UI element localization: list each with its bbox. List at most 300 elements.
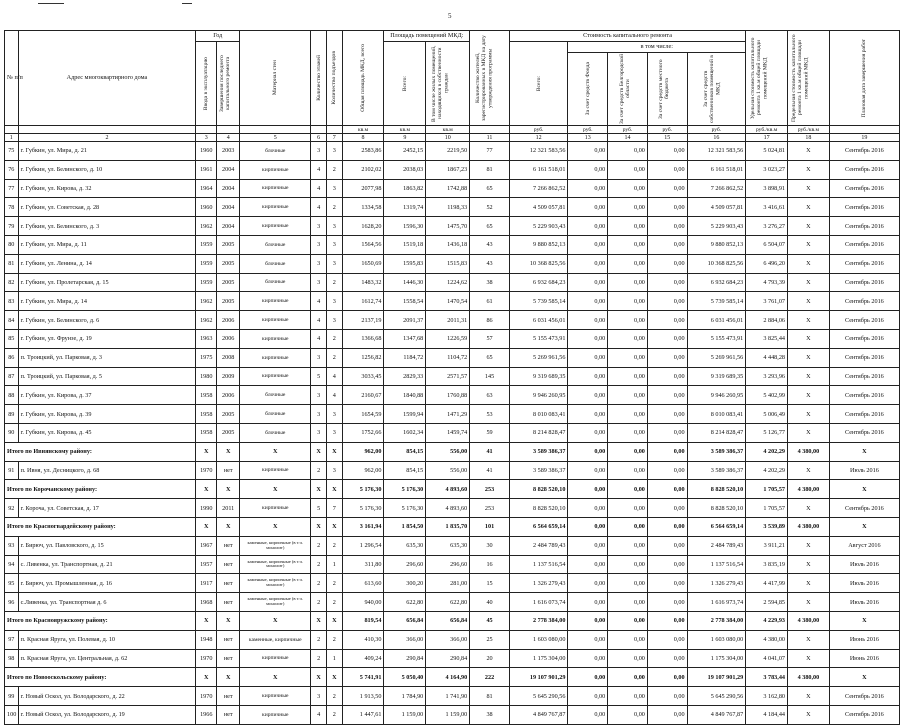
table-cell: 1 603 080,00	[687, 630, 746, 649]
table-cell: 1970	[196, 461, 217, 480]
table-cell: 1960	[196, 198, 217, 217]
table-cell: 0,00	[608, 254, 648, 273]
table-cell: 0,00	[608, 160, 648, 179]
table-cell: 3	[311, 348, 327, 367]
address-cell: г. Бирюч, ул. Промышленная, д. 16	[18, 574, 196, 593]
table-cell: X	[829, 480, 899, 499]
table-cell: 5 645 290,56	[687, 687, 746, 706]
table-cell: 1184,72	[384, 348, 426, 367]
table-cell: 3	[326, 179, 342, 198]
table-cell: 2005	[217, 423, 240, 442]
table-row	[5, 649, 900, 668]
table-cell: 0,00	[647, 687, 687, 706]
col-group-including: в том числе:	[568, 42, 746, 53]
table-cell: 2	[326, 705, 342, 724]
column-number-cell: 17	[746, 134, 788, 142]
table-cell: 1961	[196, 160, 217, 179]
table-cell: 38	[470, 273, 510, 292]
table-cell: 4 448,28	[746, 348, 788, 367]
unit-cell: руб.	[687, 126, 746, 134]
table-cell: 1959	[196, 235, 217, 254]
table-cell: 15	[470, 574, 510, 593]
unit-cell: кв.м	[342, 126, 384, 134]
table-cell: Июль 2016	[829, 574, 899, 593]
table-cell: 409,24	[342, 649, 384, 668]
table-cell: 2 594,85	[746, 593, 788, 612]
table-cell: X	[196, 668, 217, 687]
column-number-cell: 12	[509, 134, 568, 142]
table-cell: 253	[470, 480, 510, 499]
table-cell: 1960	[196, 142, 217, 161]
table-cell: 3	[311, 217, 327, 236]
table-cell: 90	[5, 423, 19, 442]
table-row	[5, 348, 900, 367]
table-cell: 5 176,30	[384, 499, 426, 518]
table-row	[5, 160, 900, 179]
table-cell: 613,60	[342, 574, 384, 593]
table-cell: 3	[311, 235, 327, 254]
table-cell: 0,00	[568, 630, 608, 649]
table-cell: 1319,74	[384, 198, 426, 217]
table-cell: 1 784,90	[384, 687, 426, 706]
table-cell: нет	[217, 574, 240, 593]
table-cell: 1595,83	[384, 254, 426, 273]
table-cell: X	[217, 517, 240, 536]
table-cell: X	[788, 179, 830, 198]
table-cell: 2	[326, 329, 342, 348]
table-cell: Сентябрь 2016	[829, 423, 899, 442]
table-cell: 6 564 659,14	[687, 517, 746, 536]
table-cell: кирпичные	[240, 705, 311, 724]
table-cell: нет	[217, 593, 240, 612]
table-cell: кирпичные	[240, 649, 311, 668]
table-cell: 0,00	[608, 574, 648, 593]
table-cell: 1 741,90	[426, 687, 470, 706]
table-cell: X	[788, 142, 830, 161]
table-cell: Август 2016	[829, 536, 899, 555]
table-cell: 5 645 290,56	[509, 687, 568, 706]
table-cell: 0,00	[568, 517, 608, 536]
table-cell: 6 932 684,23	[509, 273, 568, 292]
table-cell: Июнь 2016	[829, 649, 899, 668]
table-cell: X	[196, 611, 217, 630]
table-cell: нет	[217, 461, 240, 480]
table-cell: 1 705,57	[746, 480, 788, 499]
table-row	[5, 179, 900, 198]
table-cell: X	[326, 611, 342, 630]
table-cell: 3	[311, 423, 327, 442]
col-header-address: Адрес многоквартирного дома	[18, 31, 196, 126]
table-cell: 4 164,90	[426, 668, 470, 687]
address-cell: г. Губкин, ул. Кирова, д. 37	[18, 386, 196, 405]
table-cell: X	[240, 480, 311, 499]
district-total-label: Итого по Ивнянскому району:	[5, 442, 196, 461]
table-cell: 2	[326, 160, 342, 179]
table-cell: X	[788, 329, 830, 348]
unit-cell: руб.	[509, 126, 568, 134]
table-cell: 0,00	[568, 329, 608, 348]
table-cell: 78	[5, 198, 19, 217]
table-cell: 2009	[217, 367, 240, 386]
table-cell: 0,00	[568, 649, 608, 668]
table-cell: X	[788, 536, 830, 555]
table-cell: 253	[470, 499, 510, 518]
table-cell: 2583,86	[342, 142, 384, 161]
col-group-cost: Стоимость капитального ремонта	[509, 31, 745, 42]
table-cell: 1948	[196, 630, 217, 649]
table-cell: кирпичные	[240, 367, 311, 386]
table-cell: Сентябрь 2016	[829, 198, 899, 217]
table-cell: 2571,57	[426, 367, 470, 386]
address-cell: г. Губкин, ул. Белинского, д. 6	[18, 311, 196, 330]
unit-cell	[829, 126, 899, 134]
table-cell: каменные, кирпичные (в т.ч. монолит)	[240, 555, 311, 574]
table-cell: 635,30	[384, 536, 426, 555]
table-cell: 0,00	[568, 705, 608, 724]
table-cell: 0,00	[647, 649, 687, 668]
table-cell: 0,00	[647, 555, 687, 574]
table-row	[5, 273, 900, 292]
table-cell: 1558,54	[384, 292, 426, 311]
table-cell: 1602,34	[384, 423, 426, 442]
table-cell: X	[788, 311, 830, 330]
table-cell: 94	[5, 555, 19, 574]
table-cell: 4 184,44	[746, 705, 788, 724]
table-cell: 3 023,27	[746, 160, 788, 179]
table-cell: блочные	[240, 423, 311, 442]
table-cell: 6 932 684,23	[687, 273, 746, 292]
table-row	[5, 367, 900, 386]
column-number-cell: 18	[788, 134, 830, 142]
table-cell: 4 793,39	[746, 273, 788, 292]
table-cell: 4 380,00	[788, 480, 830, 499]
column-number-cell: 8	[342, 134, 384, 142]
table-row-district-total	[5, 442, 900, 461]
table-cell: 1515,83	[426, 254, 470, 273]
table-cell: Июль 2016	[829, 555, 899, 574]
table-cell: каменные, кирпичные	[240, 630, 311, 649]
table-cell: 6 161 518,01	[687, 160, 746, 179]
table-cell: 3 783,44	[746, 668, 788, 687]
table-cell: 0,00	[647, 367, 687, 386]
table-cell: 0,00	[647, 668, 687, 687]
table-cell: 2011,31	[426, 311, 470, 330]
table-cell: 1958	[196, 386, 217, 405]
table-cell: 1980	[196, 367, 217, 386]
table-cell: X	[326, 480, 342, 499]
table-cell: кирпичные	[240, 329, 311, 348]
address-cell: п. Троицкий, ул. Парковая, д. 3	[18, 348, 196, 367]
table-cell: 0,00	[608, 273, 648, 292]
table-cell: 300,20	[384, 574, 426, 593]
table-cell: 2038,03	[384, 160, 426, 179]
unit-cell: руб.	[647, 126, 687, 134]
table-row	[5, 311, 900, 330]
table-cell: 1612,74	[342, 292, 384, 311]
address-cell: г. Губкин, ул. Ленина, д. 14	[18, 254, 196, 273]
table-row	[5, 555, 900, 574]
table-cell: 7 266 862,52	[509, 179, 568, 198]
table-cell: 0,00	[608, 292, 648, 311]
table-row	[5, 386, 900, 405]
table-cell: 0,00	[608, 593, 648, 612]
address-cell: г. Губкин, ул. Кирова, д. 39	[18, 405, 196, 424]
table-cell: 10 368 825,56	[509, 254, 568, 273]
table-cell: 4	[311, 198, 327, 217]
table-cell: 1596,30	[384, 217, 426, 236]
table-cell: 3	[311, 273, 327, 292]
table-cell: 3	[326, 254, 342, 273]
table-cell: нет	[217, 555, 240, 574]
table-cell: нет	[217, 649, 240, 668]
table-cell: 3	[326, 405, 342, 424]
address-cell: г. Губкин, ул. Фрунзе, д. 19	[18, 329, 196, 348]
table-row	[5, 198, 900, 217]
table-cell: 3	[311, 405, 327, 424]
table-cell: X	[196, 480, 217, 499]
table-cell: 3	[326, 235, 342, 254]
table-cell: 1975	[196, 348, 217, 367]
table-cell: 1962	[196, 217, 217, 236]
table-cell: нет	[217, 630, 240, 649]
col-header-premises-all: Всего:	[384, 42, 426, 126]
address-cell: г. Губкин, ул. Пролетарская, д. 15	[18, 273, 196, 292]
table-cell: 5 176,30	[342, 499, 384, 518]
table-cell: 7 266 862,52	[687, 179, 746, 198]
table-cell: 5	[311, 499, 327, 518]
table-cell: X	[788, 292, 830, 311]
table-cell: 0,00	[568, 423, 608, 442]
table-cell: X	[217, 611, 240, 630]
table-cell: 5	[311, 367, 327, 386]
table-cell: X	[326, 668, 342, 687]
table-cell: 296,60	[384, 555, 426, 574]
table-cell: 1599,94	[384, 405, 426, 424]
table-cell: X	[788, 574, 830, 593]
table-cell: Сентябрь 2016	[829, 705, 899, 724]
table-cell: 0,00	[608, 649, 648, 668]
table-cell: 290,84	[426, 649, 470, 668]
table-cell: 2005	[217, 254, 240, 273]
table-cell: 3 293,96	[746, 367, 788, 386]
table-cell: 5 126,77	[746, 423, 788, 442]
table-cell: Июль 2016	[829, 593, 899, 612]
table-cell: 4 417,99	[746, 574, 788, 593]
table-cell: 3	[311, 254, 327, 273]
table-cell: 3 162,80	[746, 687, 788, 706]
table-cell: 1224,62	[426, 273, 470, 292]
table-cell: 41	[470, 442, 510, 461]
unit-cell	[217, 126, 240, 134]
table-cell: 19 107 901,29	[687, 668, 746, 687]
table-cell: X	[788, 348, 830, 367]
column-number-cell: 10	[426, 134, 470, 142]
table-cell: каменные, кирпичные (в т.ч. монолит)	[240, 536, 311, 555]
table-cell: 2	[311, 630, 327, 649]
table-cell: 1917	[196, 574, 217, 593]
table-cell: 1 175 304,00	[687, 649, 746, 668]
table-cell: 1970	[196, 687, 217, 706]
table-row	[5, 405, 900, 424]
table-cell: Сентябрь 2016	[829, 292, 899, 311]
table-cell: X	[788, 367, 830, 386]
table-cell: 0,00	[568, 536, 608, 555]
table-cell: 12 321 583,56	[687, 142, 746, 161]
table-cell: 1 603 080,00	[509, 630, 568, 649]
table-cell: X	[240, 611, 311, 630]
table-cell: 0,00	[647, 705, 687, 724]
table-cell: 3 589 386,37	[687, 461, 746, 480]
table-cell: 1990	[196, 499, 217, 518]
table-cell: 4 509 057,81	[687, 198, 746, 217]
table-cell: 0,00	[568, 593, 608, 612]
table-row	[5, 142, 900, 161]
table-cell: 4	[311, 311, 327, 330]
address-cell: г. Губкин, ул. Кирова, д. 32	[18, 179, 196, 198]
table-cell: 0,00	[568, 668, 608, 687]
column-number-cell: 6	[311, 134, 327, 142]
table-cell: блочные	[240, 235, 311, 254]
table-cell: 0,00	[647, 574, 687, 593]
table-cell: 0,00	[608, 687, 648, 706]
table-cell: 5 229 903,43	[687, 217, 746, 236]
table-row	[5, 254, 900, 273]
table-cell: 2004	[217, 198, 240, 217]
table-cell: 0,00	[608, 499, 648, 518]
table-cell: 1483,32	[342, 273, 384, 292]
unit-cell	[240, 126, 311, 134]
table-cell: 556,00	[426, 461, 470, 480]
table-cell: Сентябрь 2016	[829, 254, 899, 273]
unit-cell	[311, 126, 327, 134]
unit-cell	[326, 126, 342, 134]
col-header-cost-total: Всего:	[509, 42, 568, 126]
table-cell: 1 326 279,43	[687, 574, 746, 593]
table-cell: 0,00	[568, 142, 608, 161]
table-cell: 2077,98	[342, 179, 384, 198]
table-cell: 0,00	[608, 461, 648, 480]
table-row	[5, 423, 900, 442]
address-cell: г. Губкин, ул. Мира, д. 14	[18, 292, 196, 311]
unit-cell: кв.м	[426, 126, 470, 134]
address-cell: г. Губкин, ул. Мира, д. 11	[18, 235, 196, 254]
table-cell: 1 616 973,74	[687, 593, 746, 612]
table-row	[5, 574, 900, 593]
table-cell: 97	[5, 630, 19, 649]
table-cell: X	[829, 668, 899, 687]
table-cell: 4	[311, 160, 327, 179]
table-cell: 85	[5, 329, 19, 348]
table-cell: 2	[326, 348, 342, 367]
table-cell: 5 269 961,56	[687, 348, 746, 367]
table-cell: 2	[326, 593, 342, 612]
table-cell: 0,00	[647, 329, 687, 348]
table-cell: 3 898,91	[746, 179, 788, 198]
table-cell: 4 202,29	[746, 442, 788, 461]
table-cell: 98	[5, 649, 19, 668]
col-header-year-repair: Завершения последнего капитального ремонта	[217, 42, 240, 126]
table-cell: 5 229 903,43	[509, 217, 568, 236]
table-cell: 1459,74	[426, 423, 470, 442]
table-cell: 81	[470, 160, 510, 179]
unit-cell: руб./кв.м	[788, 126, 830, 134]
table-cell: 3 589 386,37	[509, 461, 568, 480]
table-cell: 0,00	[568, 367, 608, 386]
table-cell: 3	[326, 292, 342, 311]
table-cell: 2	[326, 536, 342, 555]
table-cell: 4 849 767,87	[687, 705, 746, 724]
table-cell: 0,00	[568, 480, 608, 499]
table-cell: 366,00	[426, 630, 470, 649]
table-cell: 1 447,61	[342, 705, 384, 724]
table-cell: X	[196, 442, 217, 461]
table-cell: 53	[470, 405, 510, 424]
table-cell: 296,60	[426, 555, 470, 574]
table-cell: кирпичные	[240, 499, 311, 518]
table-cell: 3	[326, 311, 342, 330]
table-cell: 656,84	[426, 611, 470, 630]
table-cell: 9 880 852,13	[687, 235, 746, 254]
table-cell: 0,00	[568, 386, 608, 405]
units-row	[5, 126, 900, 134]
table-cell: 4	[311, 179, 327, 198]
table-cell: 9 319 689,35	[509, 367, 568, 386]
column-number-cell: 3	[196, 134, 217, 142]
col-header-unit-cost: Удельная стоимость капитального ремонта 1 кв.м общей площади помещений МКД	[746, 31, 788, 126]
table-cell: X	[788, 649, 830, 668]
table-cell: 4	[311, 329, 327, 348]
table-cell: 2	[326, 273, 342, 292]
table-cell: 0,00	[647, 442, 687, 461]
col-header-cost-local: За счет средств местного бюджета	[647, 53, 687, 126]
table-cell: 1256,82	[342, 348, 384, 367]
table-cell: 1	[326, 555, 342, 574]
table-cell: 6 031 456,01	[687, 311, 746, 330]
address-cell: г. Губкин, ул. Кирова, д. 45	[18, 423, 196, 442]
table-cell: 635,30	[426, 536, 470, 555]
table-cell: Сентябрь 2016	[829, 217, 899, 236]
table-cell: 5 155 473,91	[509, 329, 568, 348]
table-cell: Сентябрь 2016	[829, 273, 899, 292]
table-cell: 0,00	[608, 179, 648, 198]
table-cell: 8 828 520,10	[509, 480, 568, 499]
table-cell: X	[829, 611, 899, 630]
address-cell: п. Красная Яруга, ул. Полевая, д. 10	[18, 630, 196, 649]
table-cell: 0,00	[568, 254, 608, 273]
table-body	[5, 142, 900, 725]
table-cell: X	[311, 611, 327, 630]
table-cell: 940,00	[342, 593, 384, 612]
table-cell: 1 616 073,74	[509, 593, 568, 612]
column-number-cell: 13	[568, 134, 608, 142]
table-cell: 40	[470, 593, 510, 612]
table-cell: 0,00	[647, 179, 687, 198]
table-cell: 8 828 520,10	[509, 499, 568, 518]
table-cell: X	[788, 687, 830, 706]
table-cell: 8 214 828,47	[687, 423, 746, 442]
table-cell: 0,00	[647, 292, 687, 311]
table-cell: 1963	[196, 329, 217, 348]
table-cell: 0,00	[647, 217, 687, 236]
table-cell: 2102,02	[342, 160, 384, 179]
table-cell: 962,00	[342, 461, 384, 480]
table-row	[5, 461, 900, 480]
table-cell: нет	[217, 687, 240, 706]
top-edge-mark	[182, 3, 192, 4]
table-cell: 0,00	[647, 254, 687, 273]
table-cell: 8 010 083,41	[509, 405, 568, 424]
table-cell: 0,00	[608, 555, 648, 574]
